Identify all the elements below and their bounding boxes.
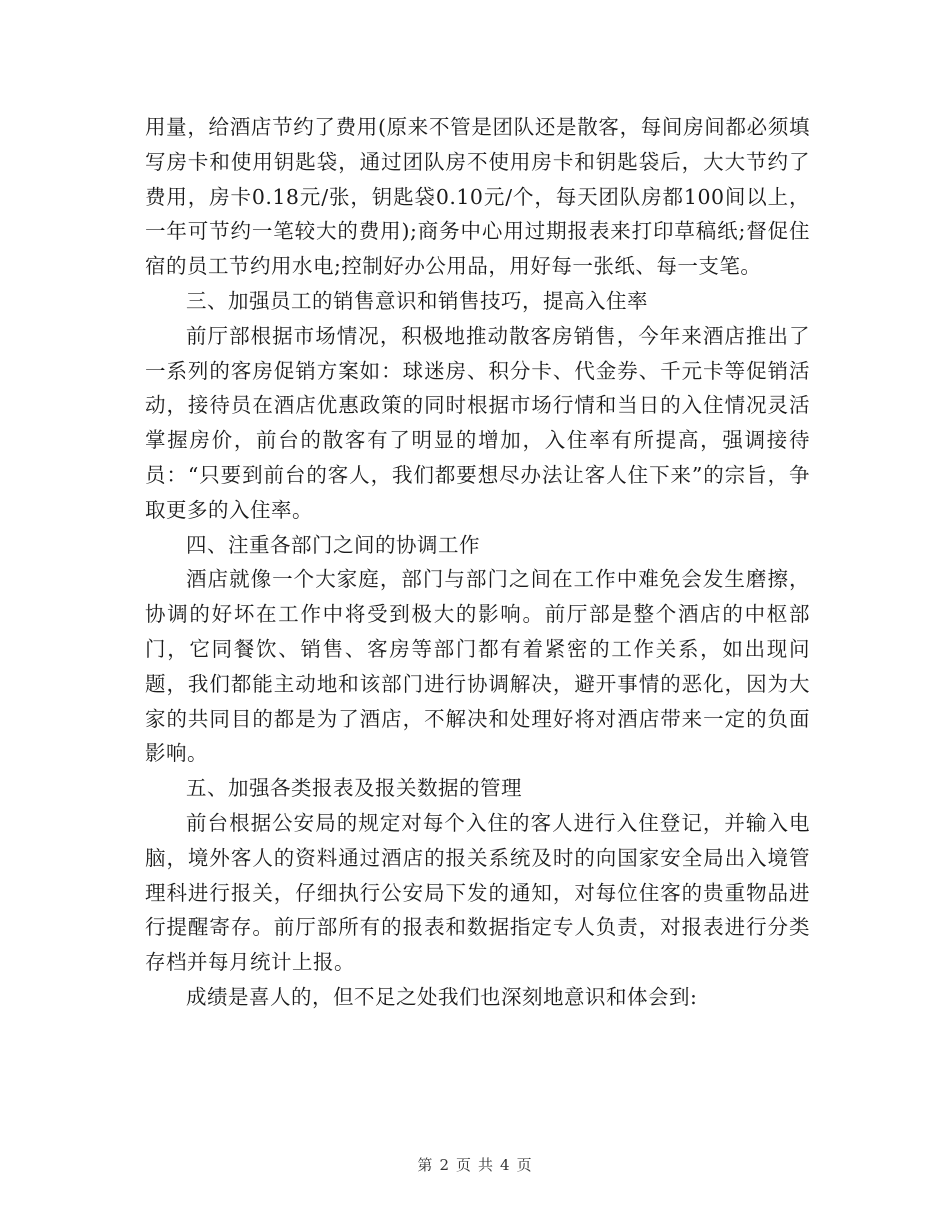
footer-total-prefix: 共 xyxy=(478,1156,495,1174)
paragraph-reports: 前台根据公安局的规定对每个入住的客人进行入住登记，并输入电脑，境外客人的资料通过酒店的报关系统及时的向国家安全局出入境管理科进行报关，仔细执行公安局下发的通知，对每位住客的贵重物品进行提醒寄存。前厅部所有的报表和数据指定专人负责，对报表进行分类存档并每月统计上报。 xyxy=(145,810,810,975)
section-heading-4: 四、注重各部门之间的协调工作 xyxy=(186,532,480,557)
paragraph-continuation: 用量，给酒店节约了费用(原来不管是团队还是散客，每间房间都必须填写房卡和使用钥匙袋，通过团队房不使用房卡和钥匙袋后，大大节约了费用，房卡0.18元/张，钥匙袋0.10元/个，每天团队房都100间以上，一年可节约一笔较大的费用);商务中心用过期报表来打印草稿纸;督促住宿的员工节约用水电;控制好办公用品，用好每一张纸、每一支笔。 xyxy=(145,115,810,279)
paragraph-coordination: 酒店就像一个大家庭，部门与部门之间在工作中难免会发生磨擦，协调的好坏在工作中将受到极大的影响。前厅部是整个酒店的中枢部门，它同餐饮、销售、客房等部门都有着紧密的工作关系，如出现问题，我们都能主动地和该部门进行协调解决，避开事情的恶化，因为大家的共同目的都是为了酒店，不解决和处理好将对酒店带来一定的负面影响。 xyxy=(145,567,810,766)
paragraph-sales: 前厅部根据市场情况，积极地推动散客房销售，今年来酒店推出了一系列的客房促销方案如：球迷房、积分卡、代金券、千元卡等促销活动，接待员在酒店优惠政策的同时根据市场行情和当日的入住情况灵活掌握房价，前台的散客有了明显的增加，入住率有所提高，强调接待员：“只要到前台的客人，我们都要想尽办法让客人住下来”的宗旨，争取更多的入住率。 xyxy=(145,323,810,522)
section-heading-5: 五、加强各类报表及报关数据的管理 xyxy=(186,776,522,801)
document-body xyxy=(145,110,810,1015)
section-heading-3: 三、加强员工的销售意识和销售技巧，提高入住率 xyxy=(186,288,648,313)
footer-prefix: 第 xyxy=(417,1156,434,1174)
paragraph-conclusion: 成绩是喜人的，但不足之处我们也深刻地意识和体会到: xyxy=(186,984,698,1009)
footer-page-word: 页 xyxy=(455,1156,472,1174)
page-footer xyxy=(0,1154,950,1175)
footer-suffix: 页 xyxy=(516,1156,533,1174)
current-page-number: 2 xyxy=(439,1156,450,1174)
total-pages-number: 4 xyxy=(500,1156,511,1174)
